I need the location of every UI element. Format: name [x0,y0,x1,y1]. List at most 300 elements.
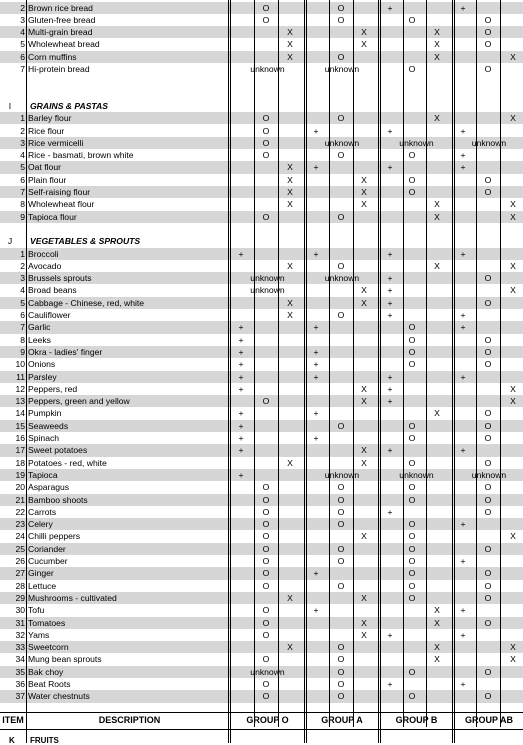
column-divider [403,0,404,727]
table-row [0,690,523,702]
unknown-label: unknown [324,137,360,148]
column-divider [230,0,231,743]
unknown-label: unknown [471,137,507,148]
group-mark: X [361,531,367,542]
table-row [0,395,523,407]
section-header [0,100,523,112]
group-mark: + [238,371,244,382]
table-row [0,346,523,358]
group-mark: + [387,371,393,382]
table-row [0,530,523,542]
item-description: Chilli peppers [28,531,81,542]
item-number: 2 [20,125,25,136]
item-number: 27 [15,568,25,579]
column-header-group-o: GROUP O [246,715,289,725]
group-mark: X [434,51,440,62]
group-mark: X [361,199,367,210]
column-divider [254,0,255,727]
group-mark: O [408,14,416,25]
item-number: 4 [20,150,25,161]
item-description: Cauliflower [28,310,71,320]
group-mark: + [387,273,393,284]
section-title: VEGETABLES & SPROUTS [30,236,141,247]
group-mark: O [484,482,492,493]
group-mark: O [337,51,345,62]
item-number: 37 [15,691,25,702]
table-row [0,272,523,284]
item-description: Brown rice bread [28,2,93,13]
column-divider [454,0,455,743]
group-mark: O [408,666,416,677]
group-mark: O [408,187,416,197]
item-description: Sweetcorn [28,642,69,653]
group-mark: X [434,113,440,124]
table-row [0,481,523,493]
item-number: 9 [20,211,25,222]
table-row [0,174,523,186]
item-description: Cabbage - Chinese, red, white [28,297,145,308]
group-mark: O [484,359,492,370]
group-mark: + [238,469,244,480]
group-mark: O [408,543,416,554]
group-mark: X [287,174,293,185]
item-description: Brussels sprouts [28,273,92,284]
group-mark: O [337,654,345,665]
group-mark: + [313,162,319,173]
item-number: 4 [20,285,25,296]
item-description: Oat flour [28,162,61,173]
table-row [0,14,523,26]
group-mark: O [408,174,416,185]
group-mark: O [262,482,270,493]
group-mark: X [361,383,367,394]
item-number: 1 [20,113,25,124]
item-description: Okra - ladies' finger [28,346,103,357]
item-description: Yams [28,629,50,640]
item-description: Broccoli [28,248,59,259]
item-number: 17 [15,445,25,456]
table-row [0,321,523,333]
group-mark: O [337,580,345,591]
item-description: Rice vermicelli [28,137,84,148]
unknown-label: unknown [399,137,434,148]
group-mark: O [484,457,492,468]
table-row [0,678,523,690]
group-mark: + [387,125,393,136]
group-mark: X [361,174,367,185]
item-number: 3 [20,273,25,284]
group-mark: O [262,113,270,124]
group-mark: X [510,642,516,653]
group-mark: + [238,420,244,431]
item-number: 36 [15,679,25,689]
item-number: 5 [20,162,25,173]
group-mark: + [313,371,319,382]
group-mark: O [408,592,416,603]
group-mark: O [337,543,345,554]
group-mark: + [238,408,244,419]
group-mark: O [337,260,345,271]
table-row [0,383,523,395]
item-number: 15 [15,420,25,431]
group-mark: X [287,39,293,50]
item-number: 6 [20,51,25,62]
item-description: Hi-protein bread [28,64,90,74]
group-mark: O [484,334,492,345]
group-mark: O [408,420,416,431]
group-mark: + [313,125,319,136]
item-description: Sweet potatoes [28,445,88,456]
group-mark: X [287,592,293,603]
item-description: Bamboo shoots [28,494,88,505]
column-divider [353,0,354,727]
unknown-label: unknown [250,273,285,284]
group-mark: O [484,691,492,702]
group-mark: O [408,457,416,468]
item-number: 2 [20,260,25,271]
column-divider [452,0,453,743]
group-mark: O [337,519,345,530]
group-mark: O [262,396,270,407]
group-mark: O [262,2,270,13]
group-mark: O [484,568,492,579]
group-mark: O [408,334,416,345]
item-number: 33 [15,642,25,653]
group-mark: O [484,494,492,505]
column-header-group-a: GROUP A [321,715,363,725]
group-mark: O [262,494,270,505]
item-description: Plain flour [28,174,67,185]
group-mark: O [408,150,416,161]
column-header-group-b: GROUP B [395,715,438,725]
group-mark: O [337,482,345,493]
item-description: Leeks [28,334,51,345]
group-mark: + [460,629,466,640]
column-divider [380,0,381,743]
section-header [0,235,523,247]
item-number: 7 [20,64,25,74]
unknown-label: unknown [250,285,285,296]
item-number: 8 [20,199,25,210]
table-row [0,580,523,592]
group-mark: X [434,260,440,271]
group-mark: X [361,285,367,296]
item-description: Barley flour [28,113,72,124]
group-mark: O [408,346,416,357]
item-description: Lettuce [28,580,57,591]
column-header-group-ab: GROUP AB [464,715,513,725]
table-row [0,63,523,75]
group-mark: + [313,359,319,370]
table-row [0,641,523,653]
item-description: Corn muffins [28,51,77,62]
group-mark: O [262,580,270,591]
group-mark: + [460,248,466,259]
group-mark: X [361,629,367,640]
table-row [0,592,523,604]
table-row [0,617,523,629]
group-mark: O [484,14,492,25]
table-row [0,161,523,173]
group-mark: X [287,51,293,62]
column-divider [426,0,427,727]
group-mark: X [510,199,516,210]
group-mark: O [262,150,270,161]
group-mark: + [313,248,319,259]
table-row [0,371,523,383]
group-mark: O [484,273,492,284]
item-description: Peppers, green and yellow [28,396,130,407]
group-mark: + [387,285,393,296]
group-mark: O [337,420,345,431]
table-row [0,211,523,223]
group-mark: + [238,359,244,370]
item-number: 35 [15,666,25,677]
group-mark: O [337,556,345,566]
group-mark: X [361,27,367,38]
group-mark: X [287,27,293,38]
group-mark: O [262,679,270,689]
group-mark: X [287,457,293,468]
item-description: Tomatoes [28,617,66,628]
item-number: 16 [15,433,25,443]
group-mark: + [238,322,244,333]
group-mark: O [337,2,345,13]
item-number: 32 [15,629,25,640]
item-description: Onions [28,359,56,370]
group-mark: O [484,666,492,677]
group-mark: O [262,531,270,542]
group-mark: + [387,310,393,320]
group-mark: + [238,383,244,394]
group-mark: + [460,371,466,382]
item-description: Ginger [28,568,54,579]
group-mark: O [262,556,270,566]
item-number: 3 [20,137,25,148]
item-number: 20 [15,482,25,493]
column-divider [378,0,379,743]
column-header-description: DESCRIPTION [98,715,161,725]
item-description: Broad beans [28,285,77,296]
item-number: 1 [20,248,25,259]
group-mark: + [460,125,466,136]
group-mark: X [361,617,367,628]
table-row [0,518,523,530]
item-number: 31 [15,617,25,628]
group-mark: O [484,543,492,554]
item-description: Spinach [28,433,60,443]
group-mark: O [408,568,416,579]
group-mark: X [361,187,367,197]
item-number: 11 [16,371,25,382]
item-number: 26 [15,556,25,566]
item-number: 23 [15,519,25,530]
item-number: 28 [15,580,25,591]
item-number: 8 [20,334,25,345]
group-mark: O [337,310,345,320]
group-mark: X [510,285,516,296]
group-mark: + [238,248,244,259]
item-number: 13 [15,396,25,407]
item-number: 14 [15,408,25,419]
group-mark: O [262,506,270,517]
group-mark: X [287,162,293,173]
table-row [0,38,523,50]
group-mark: O [408,691,416,702]
item-number: 18 [15,457,25,468]
table-row [0,432,523,444]
unknown-label: unknown [250,64,285,74]
item-description: Parsley [28,371,57,382]
group-mark: + [460,2,466,13]
group-mark: + [313,568,319,579]
group-mark: X [434,642,440,653]
group-mark: X [361,445,367,456]
table-row [0,506,523,518]
table-row [0,248,523,260]
item-description: Bak choy [28,666,64,677]
item-number: 6 [20,174,25,185]
footer-bottom-rule [0,729,523,730]
section-letter: J [7,236,13,247]
item-description: Potatoes - red, white [28,457,107,468]
item-description: Seaweeds [28,420,69,431]
item-number: 30 [15,605,25,616]
group-mark: O [408,531,416,542]
group-mark: O [484,64,492,74]
item-description: Beat Roots [28,679,71,689]
item-description: Self-raising flour [28,187,91,197]
group-mark: O [484,592,492,603]
item-number: 34 [15,654,25,665]
item-number: 7 [20,322,25,333]
group-mark: X [434,605,440,616]
item-description: Rice flour [28,125,65,136]
item-description: Garlic [28,322,51,333]
group-mark: + [313,408,319,419]
group-mark: X [434,654,440,665]
table-row [0,149,523,161]
item-description: Mushrooms - cultivated [28,592,117,603]
group-mark: O [484,297,492,308]
group-mark: + [387,679,393,689]
group-mark: O [337,113,345,124]
unknown-label: unknown [471,469,507,480]
group-mark: + [238,433,244,443]
group-mark: + [460,605,466,616]
table-row [0,334,523,346]
table-row [0,309,523,321]
item-description: Peppers, red [28,383,78,394]
item-number: 19 [15,469,25,480]
group-mark: O [484,580,492,591]
group-mark: + [460,162,466,173]
table-row [0,469,523,481]
group-mark: X [361,39,367,50]
section-letter: I [8,100,12,111]
group-mark: X [287,187,293,197]
group-mark: O [337,691,345,702]
group-mark: X [287,642,293,653]
item-number: 21 [15,494,25,505]
group-mark: O [408,556,416,566]
item-description: Wholewheat bread [28,39,100,50]
group-mark: X [434,211,440,222]
group-mark: + [460,150,466,161]
column-divider [500,0,501,727]
group-mark: O [408,482,416,493]
group-mark: + [313,605,319,616]
group-mark: O [337,506,345,517]
table-row [0,297,523,309]
group-mark: O [484,174,492,185]
group-mark: O [337,150,345,161]
item-number: 5 [20,39,25,50]
group-mark: X [361,457,367,468]
group-mark: O [337,494,345,505]
item-description: Pumpkin [28,408,62,419]
group-mark: O [484,506,492,517]
group-mark: X [287,297,293,308]
item-description: Asparagus [28,482,70,493]
item-description: Celery [28,519,53,530]
table-row [0,26,523,38]
group-mark: O [408,64,416,74]
table-row [0,457,523,469]
group-mark: O [262,568,270,579]
group-mark: O [262,125,270,136]
group-mark: O [484,39,492,50]
item-description: Carrots [28,506,57,517]
next-section-title: FRUITS [30,736,59,745]
group-mark: O [262,654,270,665]
column-divider [278,0,279,727]
group-mark: + [238,346,244,357]
item-number: 22 [15,506,25,517]
group-mark: O [484,27,492,38]
group-mark: X [287,310,293,320]
group-mark: O [262,14,270,25]
group-mark: O [262,617,270,628]
group-mark: X [510,531,516,542]
item-description: Tapioca flour [28,211,77,222]
table-row [0,137,523,149]
group-mark: + [460,556,466,566]
item-description: Gluten-free bread [28,14,96,25]
table-row [0,407,523,419]
group-mark: + [387,162,393,173]
group-mark: X [287,199,293,210]
table-row [0,555,523,567]
table-row [0,358,523,370]
table-row [0,112,523,124]
group-mark: + [460,310,466,320]
group-mark: X [434,27,440,38]
unknown-label: unknown [399,469,434,480]
group-mark: + [387,297,393,308]
item-number: 7 [20,187,25,197]
table-row [0,284,523,296]
item-description: Water chestnuts [28,691,90,702]
item-number: 29 [15,592,25,603]
unknown-label: unknown [324,469,360,480]
group-mark: X [510,211,516,222]
group-mark: X [434,617,440,628]
group-mark: O [408,359,416,370]
group-mark: X [361,592,367,603]
table-row [0,629,523,641]
unknown-label: unknown [324,64,360,74]
